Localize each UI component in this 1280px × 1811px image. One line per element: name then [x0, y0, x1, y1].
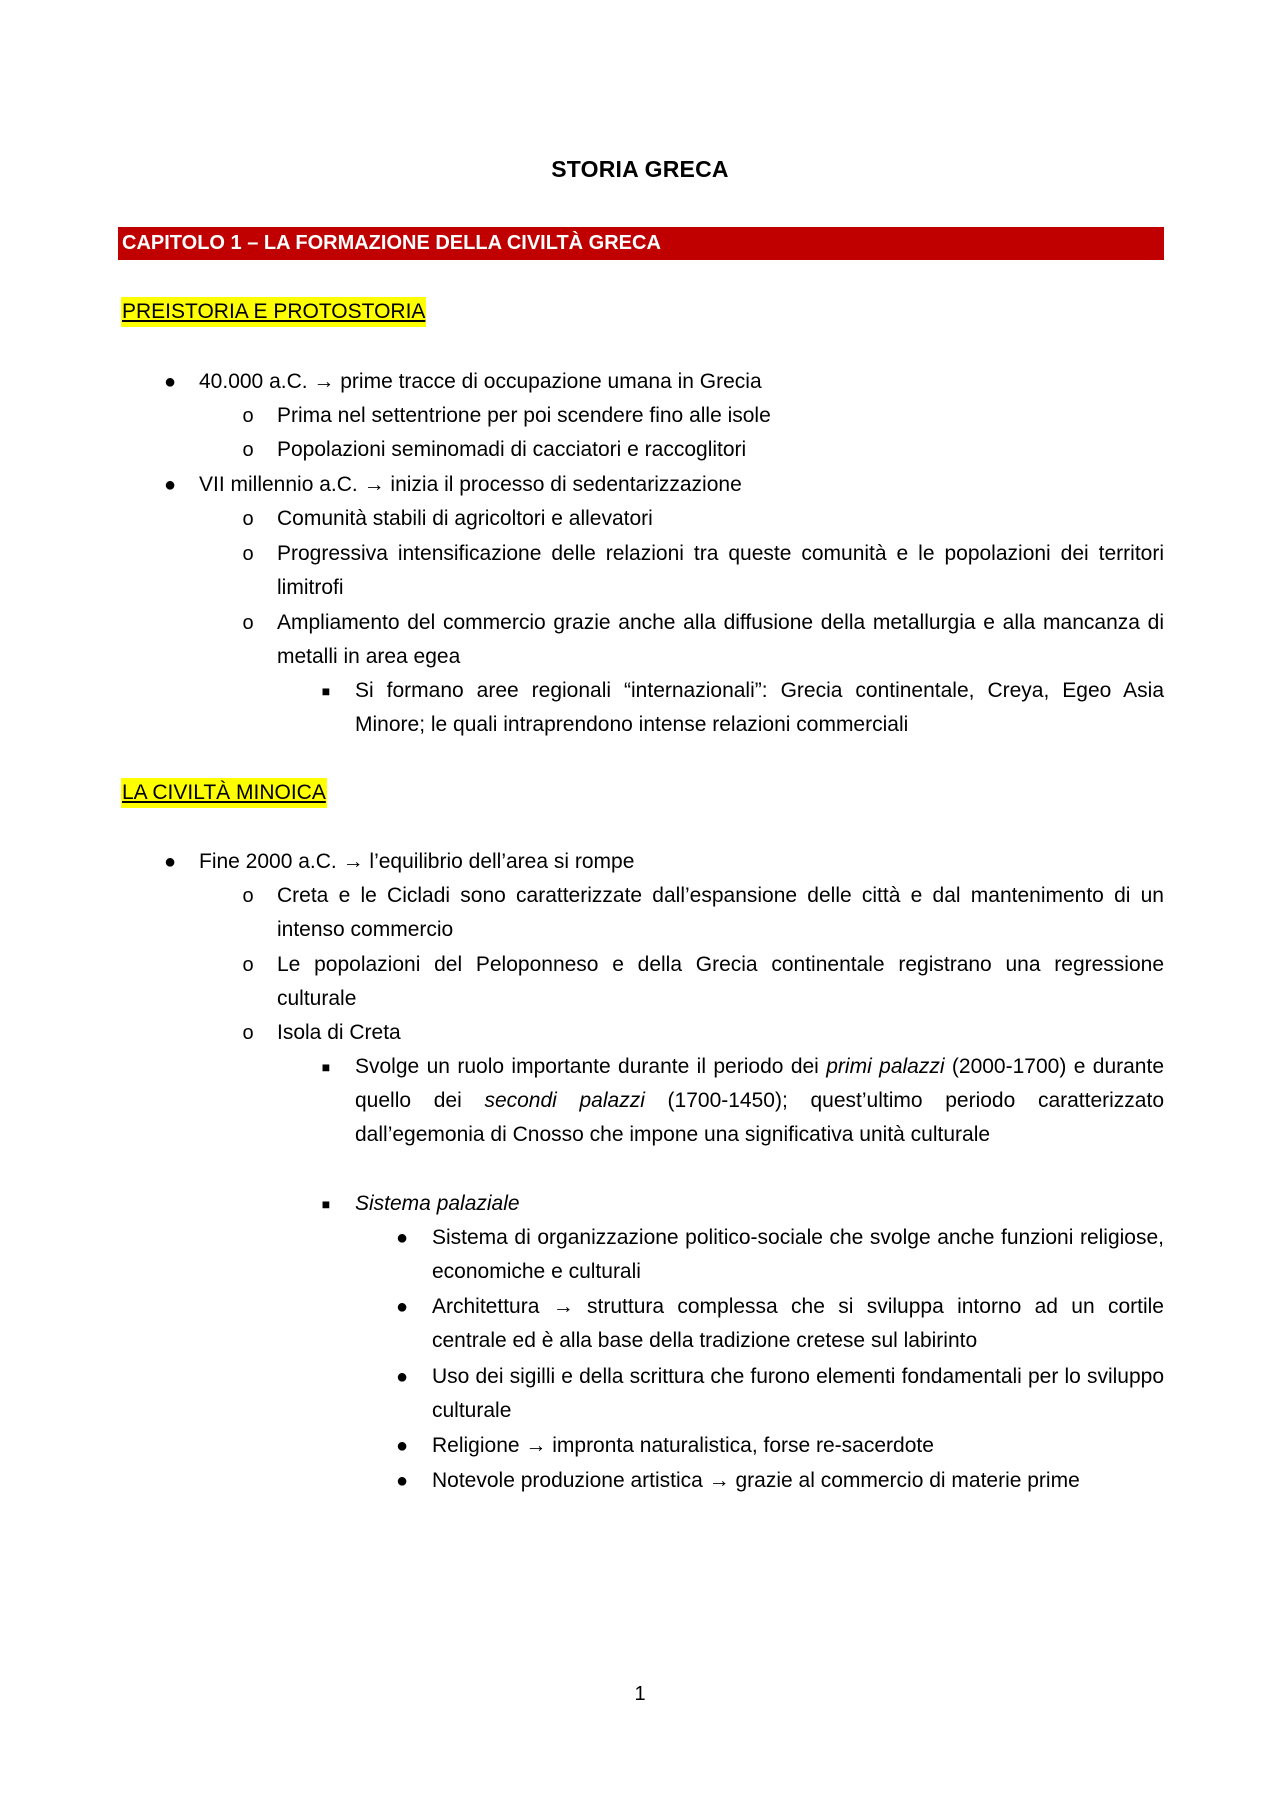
bullet-circle-icon: o	[242, 543, 254, 565]
bullet-circle-icon: o	[242, 954, 254, 976]
bullet-circle-icon: o	[242, 508, 254, 530]
page-number: 1	[634, 1683, 646, 1705]
bullet-circle-icon: o	[242, 885, 254, 907]
list-item: Architettura → struttura complessa che si sviluppa intorno ad un cortile centrale ed è alla base della tradizione cretese sul labirinto	[432, 1295, 1164, 1352]
list-item: Popolazioni seminomadi di cacciatori e raccoglitori	[277, 438, 747, 461]
bullet-square-icon: ■	[321, 1059, 331, 1075]
list-item: Si formano aree regionali “internazionali”: Grecia continentale, Creya, Egeo Asia Minore; le quali intraprendono intense relazioni commerciali	[355, 679, 1164, 736]
bullet-disc-icon: ●	[395, 1366, 409, 1388]
list-item: Le popolazioni del Peloponneso e della Grecia continentale registrano una regressione culturale	[277, 953, 1164, 1010]
list-item: Prima nel settentrione per poi scendere fino alle isole	[277, 404, 771, 427]
text-run: (1700-1450); quest’ultimo periodo caratterizzato dall’egemonia di Cnosso che impone una significativa unità culturale	[355, 1089, 1164, 1146]
bullet-disc-icon: ●	[163, 371, 177, 393]
list-item: Notevole produzione artistica → grazie al commercio di materie prime	[432, 1469, 1080, 1492]
italic-term: secondi palazzi	[484, 1089, 645, 1112]
list-item: Creta e le Cicladi sono caratterizzate dall’espansione delle città e dal mantenimento di un intenso commercio	[277, 884, 1164, 941]
bullet-square-icon: ■	[321, 1196, 331, 1212]
list-item: Uso dei sigilli e della scrittura che furono elementi fondamentali per lo sviluppo culturale	[432, 1365, 1164, 1422]
text-run: (2000-1700) e durante quello dei	[355, 1055, 1165, 1112]
list-item: Sistema palaziale	[355, 1192, 520, 1215]
bullet-circle-icon: o	[242, 405, 254, 427]
bullet-disc-icon: ●	[395, 1435, 409, 1457]
text-run: Svolge un ruolo importante durante il periodo dei	[355, 1055, 827, 1078]
list-item: Ampliamento del commercio grazie anche alla diffusione della metallurgia e alla mancanza di metalli in area egea	[277, 611, 1164, 668]
bullet-disc-icon: ●	[395, 1296, 409, 1318]
bullet-circle-icon: o	[242, 1022, 254, 1044]
bullet-disc-icon: ●	[163, 851, 177, 873]
list-item: Fine 2000 a.C. → l’equilibrio dell’area si rompe	[199, 850, 635, 873]
document-title: STORIA GRECA	[551, 156, 729, 182]
italic-term: primi palazzi	[826, 1055, 945, 1078]
list-item: Isola di Creta	[277, 1021, 401, 1044]
section-heading-minoica: LA CIVILTÀ MINOICA	[121, 778, 327, 808]
bullet-circle-icon: o	[242, 439, 254, 461]
list-item: 40.000 a.C. → prime tracce di occupazione umana in Grecia	[199, 370, 762, 393]
chapter-heading: CAPITOLO 1 – LA FORMAZIONE DELLA CIVILTÀ GRECA	[118, 227, 1164, 260]
list-item: Comunità stabili di agricoltori e allevatori	[277, 507, 653, 530]
section-heading-preistoria: PREISTORIA E PROTOSTORIA	[121, 297, 426, 327]
bullet-disc-icon: ●	[163, 474, 177, 496]
list-item: Progressiva intensificazione delle relazioni tra queste comunità e le popolazioni dei territori limitrofi	[277, 542, 1164, 599]
list-item: Sistema di organizzazione politico-sociale che svolge anche funzioni religiose, economiche e culturali	[432, 1226, 1164, 1283]
list-item: VII millennio a.C. → inizia il processo di sedentarizzazione	[199, 473, 742, 496]
bullet-square-icon: ■	[321, 683, 331, 699]
list-item	[355, 1050, 1164, 1152]
list-item: Religione → impronta naturalistica, forse re-sacerdote	[432, 1434, 934, 1457]
bullet-disc-icon: ●	[395, 1470, 409, 1492]
bullet-disc-icon: ●	[395, 1227, 409, 1249]
bullet-circle-icon: o	[242, 612, 254, 634]
